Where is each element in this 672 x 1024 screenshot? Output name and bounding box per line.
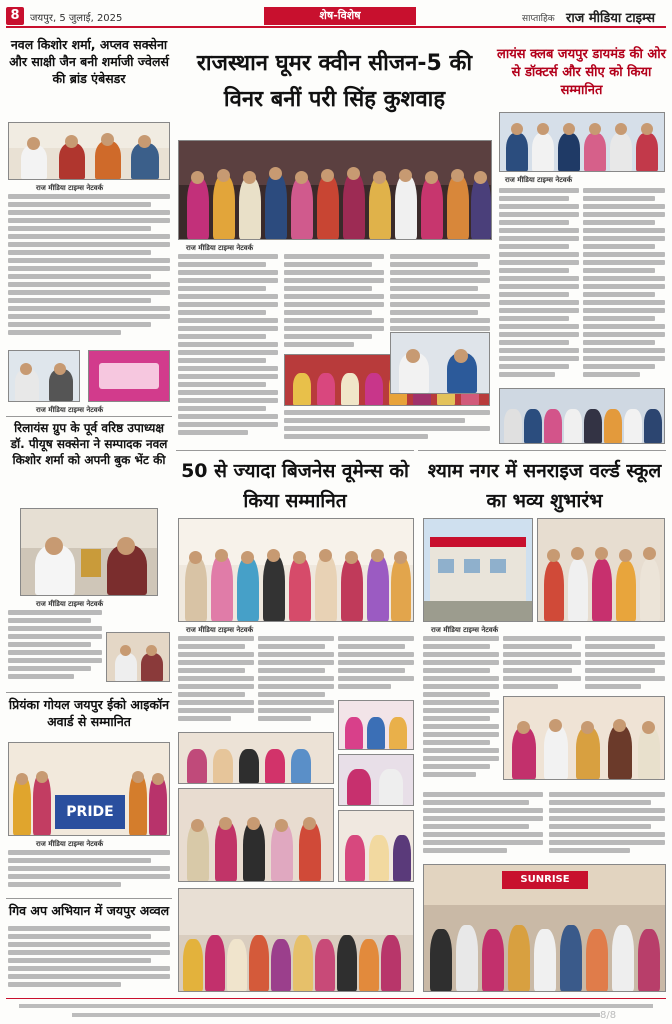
weekly-label: साप्ताहिक xyxy=(522,14,555,24)
right-story2-text-col5 xyxy=(549,792,665,858)
right-story1-text-col2 xyxy=(583,188,665,384)
middle-story2-photo5 xyxy=(178,788,334,882)
left-story4-headline: गिव अप अभियान में जयपुर अव्वल xyxy=(8,903,170,918)
left-column xyxy=(6,32,172,994)
issue-date: जयपुर, 5 जुलाई, 2025 xyxy=(30,13,123,24)
left-story3-text xyxy=(8,850,170,896)
right-story1-headline: लायंस क्लब जयपुर डायमंड की ओर से डॉक्टर्स और सीए को किया सम्मानित xyxy=(497,47,666,98)
section-tag: शेष-विशेष xyxy=(264,7,416,25)
sunrise-sign: SUNRISE xyxy=(502,871,588,889)
middle-story2-caption: राज मीडिया टाइम्स नेटवर्क xyxy=(186,626,254,634)
middle-story2-text-col1 xyxy=(178,636,254,728)
left-story3-photo xyxy=(8,742,170,836)
right-story2-headline: श्याम नगर में सनराइज वर्ल्ड स्कूल का भव्य शुभारंभ xyxy=(427,460,662,512)
right-story1-text-col1 xyxy=(499,188,579,384)
lead-headline: राजस्थान घूमर क्वीन सीजन-5 की विनर बनीं परी सिंह कुशवाह xyxy=(196,51,473,112)
left-story2-caption: राज मीडिया टाइम्स नेटवर्क xyxy=(36,600,104,608)
right-story2-ceremony-photo xyxy=(537,518,665,622)
left-story3-headline: प्रियंका गोयल जयपुर ईको आइकॉन अवार्ड से सम्मानित xyxy=(8,697,170,729)
middle-story2-headline: 50 से ज्यादा बिजनेस वूमेन्स को किया सम्मानित xyxy=(181,460,409,512)
right-story2-text-col3 xyxy=(585,636,665,692)
lead-photo xyxy=(178,140,492,240)
left-story1-caption: राज मीडिया टाइम्स नेटवर्क xyxy=(36,184,104,192)
page-number: 8 xyxy=(6,7,24,25)
middle-story2-group-photo xyxy=(178,888,414,992)
left-story1-headline: नवल किशोर शर्मा, अप्लव सक्सेना और साक्षी जैन बनी शर्माजी ज्वेलर्स की ब्रांड एंबेसडर xyxy=(9,37,169,86)
right-story2-audience-photo xyxy=(423,864,666,992)
lead-text-col1 xyxy=(178,254,278,444)
pride-banner: PRIDE xyxy=(55,795,125,829)
left-story1-banner xyxy=(88,350,170,402)
paper-name: राज मीडिया टाइम्स xyxy=(566,11,656,26)
middle-story2-photo4 xyxy=(338,754,414,806)
lead-caption: राज मीडिया टाइम्स नेटवर्क xyxy=(186,244,254,252)
right-story2-photo3 xyxy=(503,696,665,780)
middle-story2-text-col2 xyxy=(258,636,334,728)
left-story2-photo xyxy=(20,508,158,596)
left-story2-headline: रिलायंस ग्रुप के पूर्व वरिष्ठ उपाध्यक्ष डॉ. पीयूष सक्सेना ने सम्पादक नवल किशोर शर्मा को अपनी बुक भेंट की xyxy=(10,421,168,467)
left-story1-text xyxy=(8,194,170,342)
middle-story2-photo1 xyxy=(178,518,414,622)
left-story4-text xyxy=(8,926,170,992)
left-story1-caption2: राज मीडिया टाइम्स नेटवर्क xyxy=(36,406,104,414)
right-story1-photo xyxy=(499,112,665,172)
middle-story2-photo6 xyxy=(338,810,414,882)
left-story3-caption: राज मीडिया टाइम्स नेटवर्क xyxy=(36,840,104,848)
page-indicator: 8/8 xyxy=(600,1010,617,1021)
middle-story2-text-col3 xyxy=(338,636,414,696)
lead-text-col2 xyxy=(284,254,384,350)
left-story1-photo2 xyxy=(8,350,80,402)
left-story2-photo2 xyxy=(106,632,170,682)
right-story2-caption: राज मीडिया टाइम्स नेटवर्क xyxy=(431,626,499,634)
right-story2-school-photo xyxy=(423,518,533,622)
left-story1-photo xyxy=(8,122,170,180)
masthead xyxy=(6,6,666,28)
right-story2-text-col1 xyxy=(423,636,499,786)
right-story1-caption: राज मीडिया टाइम्स नेटवर्क xyxy=(505,176,573,184)
lead-photo3 xyxy=(390,332,490,394)
right-column xyxy=(427,32,666,994)
right-story1-group-photo xyxy=(499,388,665,444)
right-story2-text-col4 xyxy=(423,792,543,858)
middle-story2-photo3 xyxy=(178,732,334,784)
left-story2-text xyxy=(8,610,102,688)
lead-text-bottom xyxy=(284,410,490,446)
imprint-footer xyxy=(6,998,666,1022)
right-story2-text-col2 xyxy=(503,636,581,692)
middle-story2-photo2 xyxy=(338,700,414,750)
